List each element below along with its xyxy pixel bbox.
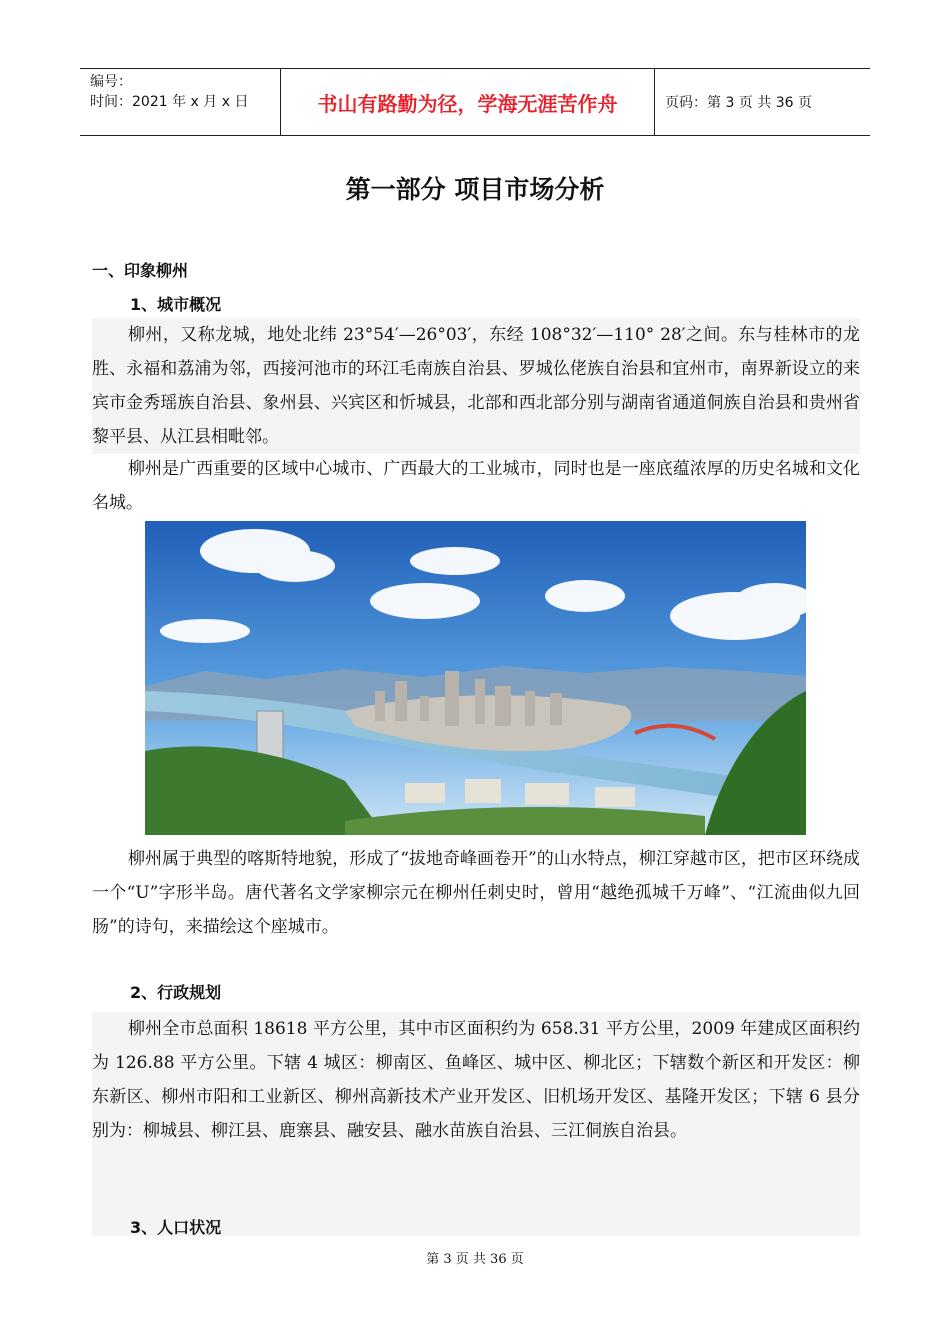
subsection-heading-administration: 2、行政规划 bbox=[130, 983, 222, 1002]
header-meta-cell bbox=[80, 69, 281, 135]
page-header bbox=[80, 68, 870, 136]
page-footer: 第 3 页 共 36 页 bbox=[426, 1252, 524, 1267]
page-title: 第一部分 项目市场分析 bbox=[345, 175, 605, 204]
paragraph-administration: 柳州全市总面积 18618 平方公里，其中市区面积约为 658.31 平方公里，2009 年建成区面积约为 126.88 平方公里。下辖 4 城区：柳南区、鱼峰区、城中区、柳北区；下辖数个新区和开发区：柳东新区、柳州市阳和工业新区、柳州高新技术产业开发区、旧机场开发区、基隆开发区；下辖 6 县分别为：柳城县、柳江县、鹿寨县、融安县、融水苗族自治县、三江侗族自治县。 bbox=[92, 1019, 860, 1141]
city-panorama-image bbox=[145, 521, 806, 835]
paragraph-karst-landscape: 柳州属于典型的喀斯特地貌，形成了“拔地奇峰画卷开”的山水特点，柳江穿越市区，把市区环绕成一个“U”字形半岛。唐代著名文学家柳宗元在柳州任刺史时，曾用“越绝孤城千万峰”、“江流曲似九回肠”的诗句，来描绘这个座城市。 bbox=[92, 849, 860, 937]
section-heading: 一、印象柳州 bbox=[92, 261, 189, 280]
subsection-heading-population: 3、人口状况 bbox=[130, 1218, 222, 1237]
paragraph-city-status: 柳州是广西重要的区域中心城市、广西最大的工业城市，同时也是一座底蕴浓厚的历史名城和文化名城。 bbox=[92, 459, 860, 513]
subsection-heading-city-overview: 1、城市概况 bbox=[130, 295, 222, 314]
header-time-label: 时间：2021 年 x 月 x 日 bbox=[90, 94, 249, 110]
header-motto: 书山有路勤为径，学海无涯苦作舟 bbox=[281, 69, 655, 135]
paragraph-city-overview: 柳州，又称龙城，地处北纬 23°54′—26°03′，东经 108°32′—110° 28′之间。东与桂林市的龙胜、永福和荔浦为邻，西接河池市的环江毛南族自治县、罗城仫佬族自治县和宜州市，南界新设立的来宾市金秀瑶族自治县、象州县、兴宾区和忻城县，北部和西北部分别与湖南省通道侗族自治县和贵州省黎平县、从江县相毗邻。 bbox=[92, 318, 860, 454]
header-number-label: 编号： bbox=[90, 74, 132, 90]
header-page-label: 页码：第 3 页 共 36 页 bbox=[665, 95, 812, 111]
